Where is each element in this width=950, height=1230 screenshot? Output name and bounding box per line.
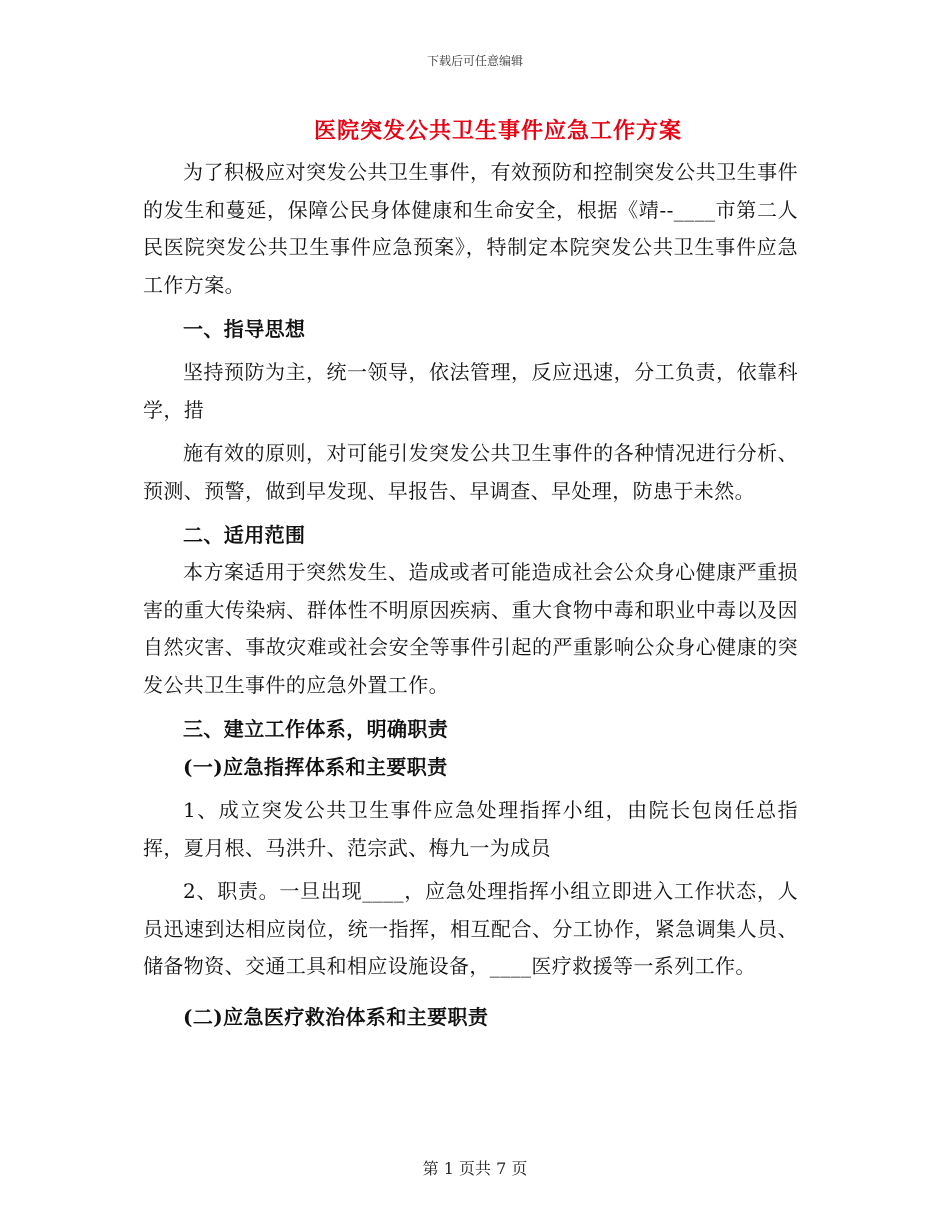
subsection-heading-medical-treatment-system: (二)应急医疗救治体系和主要职责 [183, 1004, 489, 1029]
document-body [143, 154, 798, 1036]
document-title: 医院突发公共卫生事件应急工作方案 [313, 118, 682, 144]
command-system-paragraph-1: 1、成立突发公共卫生事件应急处理指挥小组，由院长包岗任总指挥，夏月根、马洪升、范宗武、梅九一为成员 [143, 798, 798, 860]
subsection-heading-command-system: (一)应急指挥体系和主要职责 [183, 755, 448, 779]
scope-paragraph: 本方案适用于突然发生、造成或者可能造成社会公众身心健康严重损害的重大传染病、群体性不明原因疾病、重大食物中毒和职业中毒以及因自然灾害、事故灾难或社会安全等事件引起的严重影响公众身心健康的突发公共卫生事件的应急外置工作。 [143, 560, 798, 697]
guiding-thought-paragraph-2: 施有效的原则，对可能引发突发公共卫生事件的各种情况进行分析、预测、预警，做到早发现、早报告、早调查、早处理，防患于未然。 [143, 441, 798, 503]
intro-paragraph: 为了积极应对突发公共卫生事件，有效预防和控制突发公共卫生事件的发生和蔓延，保障公民身体健康和生命安全，根据《靖--____市第二人民医院突发公共卫生事件应急预案》，特制定本院突发公共卫生事件应急工作方案。 [143, 160, 798, 297]
section-heading-guiding-thought: 一、指导思想 [183, 317, 306, 341]
page-number-footer: 第 1 页共 7 页 [422, 1159, 528, 1178]
command-system-paragraph-2: 2、职责。一旦出现____，应急处理指挥小组立即进入工作状态，人员迅速到达相应岗位，统一指挥，相互配合、分工协作，紧急调集人员、储备物资、交通工具和相应设施设备，____医疗救援等一系列工作。 [143, 879, 798, 978]
section-heading-work-system: 三、建立工作体系，明确职责 [183, 717, 449, 741]
header-note: 下载后可任意编辑 [426, 54, 523, 68]
section-heading-scope: 二、适用范围 [183, 523, 306, 547]
guiding-thought-paragraph-1: 坚持预防为主，统一领导，依法管理，反应迅速，分工负责，依靠科学，措 [143, 360, 798, 422]
